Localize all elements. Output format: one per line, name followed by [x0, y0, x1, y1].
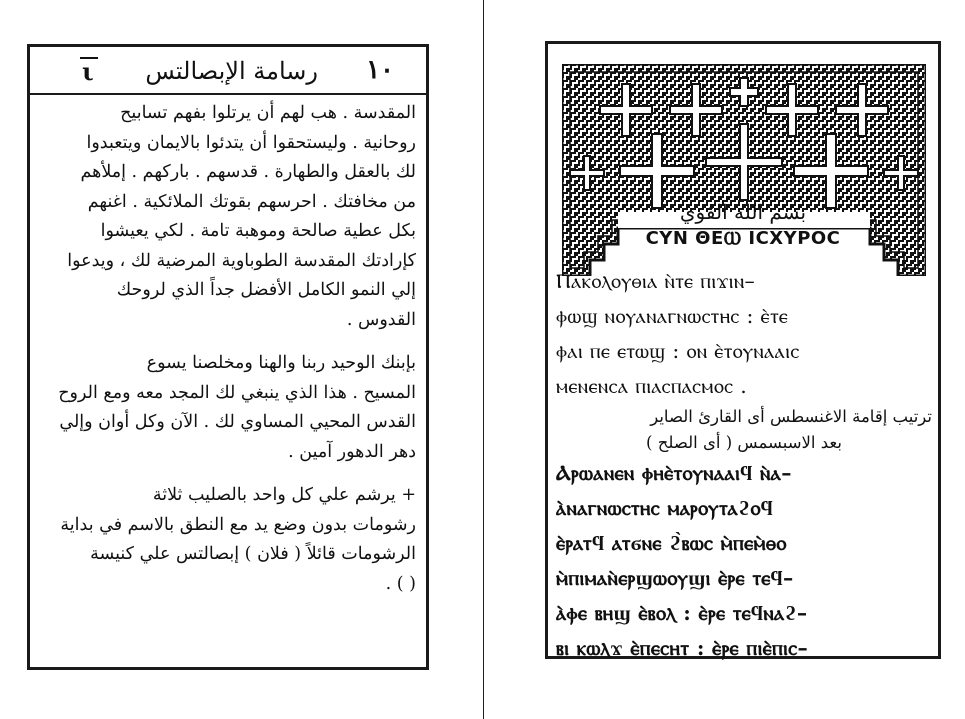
- text-line: كإرادتك المقدسة الطوباوية المرضية لك ، ويدعوا: [67, 250, 416, 271]
- paragraph-2: [40, 349, 416, 467]
- coptic-line: ⲃⲓ ⲕⲱⲗϫ ⲉ̀ⲡⲉⲥⲏⲧ : ⲉ̀ⲣⲉ ⲡⲓⲉ̀ⲡⲓⲥ–: [556, 636, 809, 660]
- text-line: المسيح . هذا الذي ينبغي لك المجد معه ومع الروح: [58, 382, 416, 403]
- paragraph-1: [40, 99, 416, 335]
- coptic-line: ⲫⲁⲓ ⲡⲉ ⲉⲧⲱϣ : ⲟⲛ ⲉ̀ⲧⲟⲩⲛⲁⲁⲓⲥ: [556, 339, 800, 363]
- right-page: [545, 41, 941, 659]
- arabic-rubric-line: بعد الاسبسمس ( أى الصلح ): [646, 433, 842, 452]
- running-title: رسامة الإبصالتس: [145, 57, 318, 85]
- page-number-arabic: ١٠: [366, 55, 394, 85]
- basmala-heading: بسم الله القوي: [679, 200, 807, 224]
- coptic-line: ⲁ̀ⲫⲉ ⲃⲏϣ ⲉ̀ⲃⲟⲗ : ⲉ̀ⲣⲉ ⲧⲉϥⲛⲁϩ–: [556, 601, 808, 625]
- coptic-body-text: [556, 264, 932, 666]
- page-header: [30, 53, 426, 95]
- text-line: ( ) .: [385, 573, 416, 594]
- book-gutter-line: [483, 0, 484, 719]
- text-line: لك بالعقل والطهارة . قدسهم . باركهم . إملأهم: [80, 162, 416, 182]
- coptic-line: ⲙ̀ⲡⲓⲙⲁⲛ̀ⲉⲣϣⲱⲟⲩϣⲓ ⲉ̀ⲣⲉ ⲧⲉϥ–: [556, 566, 794, 590]
- text-line: بإبنك الوحيد ربنا والهنا ومخلصنا يسوع: [146, 353, 416, 373]
- text-line: القدس المحيي المساوي لك . الآن وكل أوان وإلي: [59, 412, 416, 432]
- arabic-body-text: [40, 99, 416, 599]
- coptic-line: Ⲁⲣⲱⲁⲛⲉⲛ ⲫⲏⲉ̀ⲧⲟⲩⲛⲁⲁⲓϥ ⲛ̀ⲁ–: [556, 461, 792, 485]
- text-line: الرشومات قائلاً ( فلان ) إبصالتس علي كنيسة: [90, 544, 416, 564]
- coptic-line: ⲫⲱϣ ⲛⲟⲩⲁⲛⲁⲅⲛⲱⲥⲧⲏⲥ : ⲉ̀ⲧⲉ: [556, 304, 789, 328]
- coptic-line: Ⲡⲁⲕⲟⲗⲟⲩⲑⲓⲁ ⲛ̀ⲧⲉ ⲡⲓϫⲓⲛ–: [556, 269, 756, 293]
- text-line: + يرشم علي كل واحد بالصليب ثلاثة: [152, 485, 416, 505]
- coptic-line: ⲙⲉⲛⲉⲛⲥⲁ ⲡⲓⲁⲥⲡⲁⲥⲙⲟⲥ .: [556, 374, 748, 398]
- text-line: بكل عطية صالحة وموهبة تامة . لكي يعيشوا: [100, 221, 416, 241]
- text-line: رشومات بدون وضع يد مع النطق بالاسم في بداية: [60, 514, 416, 535]
- page-number-coptic: ι: [82, 57, 94, 86]
- text-line: القدوس .: [346, 309, 416, 330]
- arabic-rubric-line: ترتيب إقامة الاغنسطس أى القارئ الصاير: [650, 407, 932, 426]
- text-line: من مخافتك . احرسهم بقوتك الملائكية . اغنهم: [87, 191, 416, 212]
- paragraph-3-rubric: [40, 481, 416, 599]
- coptic-invocation: ϹΥΝ ΘΕⲰ ΙϹΧΥΡΟϹ: [645, 228, 841, 249]
- coptic-line: ⲁ̀ⲛⲁⲅⲛⲱⲥⲧⲏⲥ ⲙⲁⲣⲟⲩⲧⲁϩⲟϥ: [556, 496, 774, 520]
- text-line: المقدسة . هب لهم أن يرتلوا بفهم تسابيح: [120, 103, 416, 123]
- text-line: إلي النمو الكامل الأفضل جداً الذي لروحك: [116, 280, 416, 300]
- coptic-line: ⲉ̀ⲣⲁⲧϥ ⲁⲧϭⲛⲉ ϩ̀ⲃⲱⲥ ⲙ̀ⲡⲉⲙ̀ⲑⲟ: [556, 531, 787, 555]
- text-line: روحانية . وليستحقوا أن يتدئوا بالايمان ويتعبدوا: [86, 132, 416, 153]
- left-page: [27, 44, 429, 670]
- text-line: دهر الدهور آمين .: [288, 441, 416, 462]
